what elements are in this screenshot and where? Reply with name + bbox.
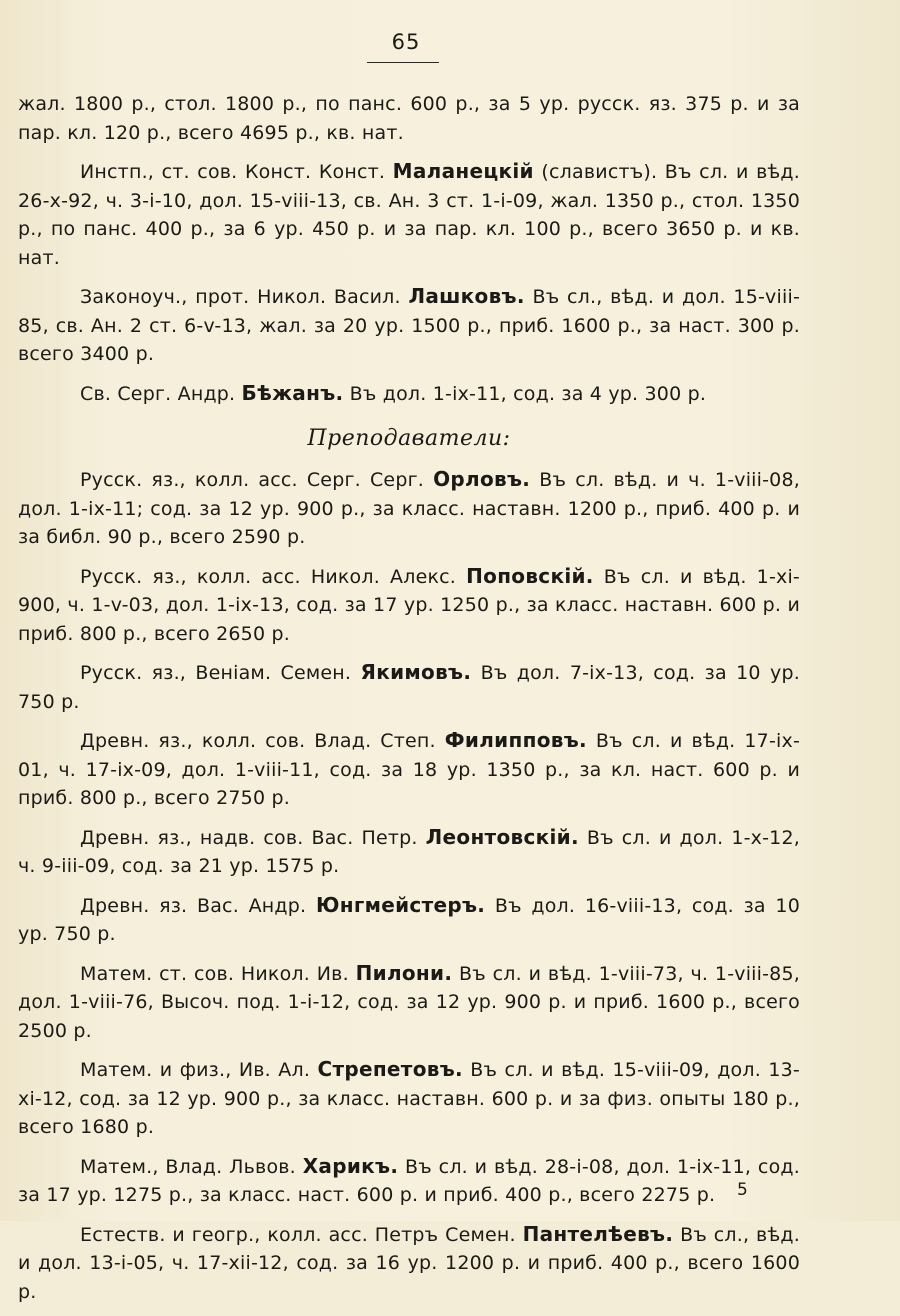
staff-name: Лашковъ. xyxy=(408,284,525,308)
page-number: 65 xyxy=(391,30,421,54)
entry-text: Матем., Влад. Львов. xyxy=(80,1155,303,1178)
teacher-name: Филипповъ. xyxy=(444,728,587,752)
entry-text: Русск. яз., колл. асс. Серг. Серг. xyxy=(80,469,434,491)
section-heading: Преподаватели: xyxy=(307,426,511,451)
entry-text: Въ сл. вѣд. и ч. 1-viii-08, дол. 1-ix-11; сод. за 12 ур. 900 р., за класс. наставн. 1200 р., приб. 400 р. и за библ. 90 р., всего 2590 р. xyxy=(18,469,801,548)
teacher-entry xyxy=(18,1220,800,1307)
entry-text: Естеств. и геогр., колл. асс. Петръ Семен. xyxy=(80,1223,523,1246)
entry-text: Законоуч., прот. Никол. Васил. xyxy=(80,286,409,308)
staff-entry xyxy=(18,157,800,272)
teacher-name: Якимовъ. xyxy=(360,660,472,684)
teacher-entry xyxy=(18,1055,800,1142)
teacher-entry xyxy=(18,562,800,649)
teacher-entry xyxy=(18,959,800,1046)
entry-text: Въ сл. и вѣд. 28-і-08, дол. 1-ix-11, сод. за 17 ур. 1275 р., за класс. наст. 600 р. и приб. 400 р., всего 2275 р. xyxy=(18,1155,800,1206)
entry-text: Въ сл., вѣд. и дол. 15-viii-85, св. Ан. 2 ст. 6-v-13, жал. за 20 ур. 1500 р., приб. 1600 р., за наст. 300 р. всего 3400 р. xyxy=(18,286,800,365)
entry-text: Матем. и физ., Ив. Ал. xyxy=(80,1059,318,1081)
header-rule xyxy=(367,62,439,63)
teacher-entry xyxy=(18,891,800,949)
entry-text: Св. Серг. Андр. xyxy=(80,382,242,405)
paragraph-continuation: жал. 1800 р., стол. 1800 р., по панс. 600 р., за 5 ур. русск. яз. 375 р. и за пар. кл. 120 р., всего 4695 р., кв. нат. xyxy=(18,93,800,144)
teacher-name: Орловъ. xyxy=(433,467,531,491)
entry-text: Въ сл. и вѣд. 1-viii-73, ч. 1-viii-85, дол. 1-viii-76, Высоч. под. 1-і-12, сод. за 12 ур. 900 р. и приб. 1600 р., всего 2500 р. xyxy=(18,962,800,1042)
entry-text: Въ сл. и дол. 1-х-12, ч. 9-iii-09, сод. за 21 ур. 1575 р. xyxy=(18,826,800,877)
staff-entry xyxy=(18,379,800,409)
staff-entry xyxy=(18,282,800,369)
entry-text: Въ сл. и вѣд. 1-xi-900, ч. 1-v-03, дол. 1-ix-13, сод. за 17 ур. 1250 р., за класс. наставн. 600 р. и приб. 800 р., всего 2650 р. xyxy=(18,565,800,645)
entry-text: Въ дол. 1-ix-11, сод. за 4 ур. 300 р. xyxy=(343,382,707,405)
entry-text: Древн. яз., колл. сов. Влад. Степ. xyxy=(80,730,445,752)
teacher-entry xyxy=(18,1152,800,1210)
teacher-entry xyxy=(18,465,800,552)
staff-name: Маланецкій xyxy=(392,159,534,183)
teacher-name: Стрепетовъ. xyxy=(317,1057,463,1081)
entry-text: (славистъ). Въ сл. и вѣд. 26-х-92, ч. 3-і-10, дол. 15-viii-13, св. Ан. 3 ст. 1-і-09, жал. 1350 р., стол. 1350 р., по панс. 400 р., за 6 ур. 450 р. и за пар. кл. 100 р., всего 3650 р. и кв. нат. xyxy=(18,161,801,269)
teacher-name: Поповскій. xyxy=(466,563,594,588)
entry-text: Въ сл. и вѣд. 17-ix-01, ч. 17-ix-09, дол. 1-viii-11, сод. за 18 ур. 1350 р., за кл. наст. 600 р. и приб. 800 р., всего 2750 р. xyxy=(18,730,800,809)
teacher-name: Леонтовскій. xyxy=(425,824,579,849)
entry-text: Древн. яз., надв. сов. Вас. Петр. xyxy=(80,826,426,849)
entry-text: Въ дол. 16-viii-13, сод. за 10 ур. 750 р. xyxy=(18,894,800,945)
teacher-entry xyxy=(18,658,800,716)
entry-text: Въ сл. и вѣд. 15-viii-09, дол. 13-xi-12, сод. за 12 ур. 900 р., за класс. наставн. 600 р. и за физ. опыты 180 р., всего 1680 р. xyxy=(18,1059,800,1138)
teacher-name: Юнгмейстеръ. xyxy=(315,892,486,917)
page-body xyxy=(18,90,800,1316)
teacher-entry xyxy=(18,726,800,813)
teacher-name: Пантелѣевъ. xyxy=(522,1221,674,1246)
entry-text: Матем. ст. сов. Никол. Ив. xyxy=(80,962,356,985)
entry-text: Русск. яз., колл. асс. Никол. Алекс. xyxy=(80,565,467,588)
entry-text: Древн. яз. Вас. Андр. xyxy=(80,894,316,917)
staff-name: Бѣжанъ. xyxy=(241,380,344,405)
teacher-name: Пилони. xyxy=(355,960,453,985)
teacher-entry xyxy=(18,823,800,881)
entry-text: Инстп., ст. сов. Конст. Конст. xyxy=(80,161,393,183)
entry-text: Русск. яз., Веніам. Семен. xyxy=(80,662,361,684)
entry-text: Въ сл., вѣд. и дол. 13-і-05, ч. 17-xii-12, сод. за 16 ур. 1200 р. и приб. 400 р., всего 1600 р. xyxy=(18,1223,800,1303)
teacher-name: Харикъ. xyxy=(302,1153,399,1178)
entry-text: Въ дол. 7-ix-13, сод. за 10 ур. 750 р. xyxy=(18,662,800,713)
signature-mark: 5 xyxy=(737,1180,748,1200)
